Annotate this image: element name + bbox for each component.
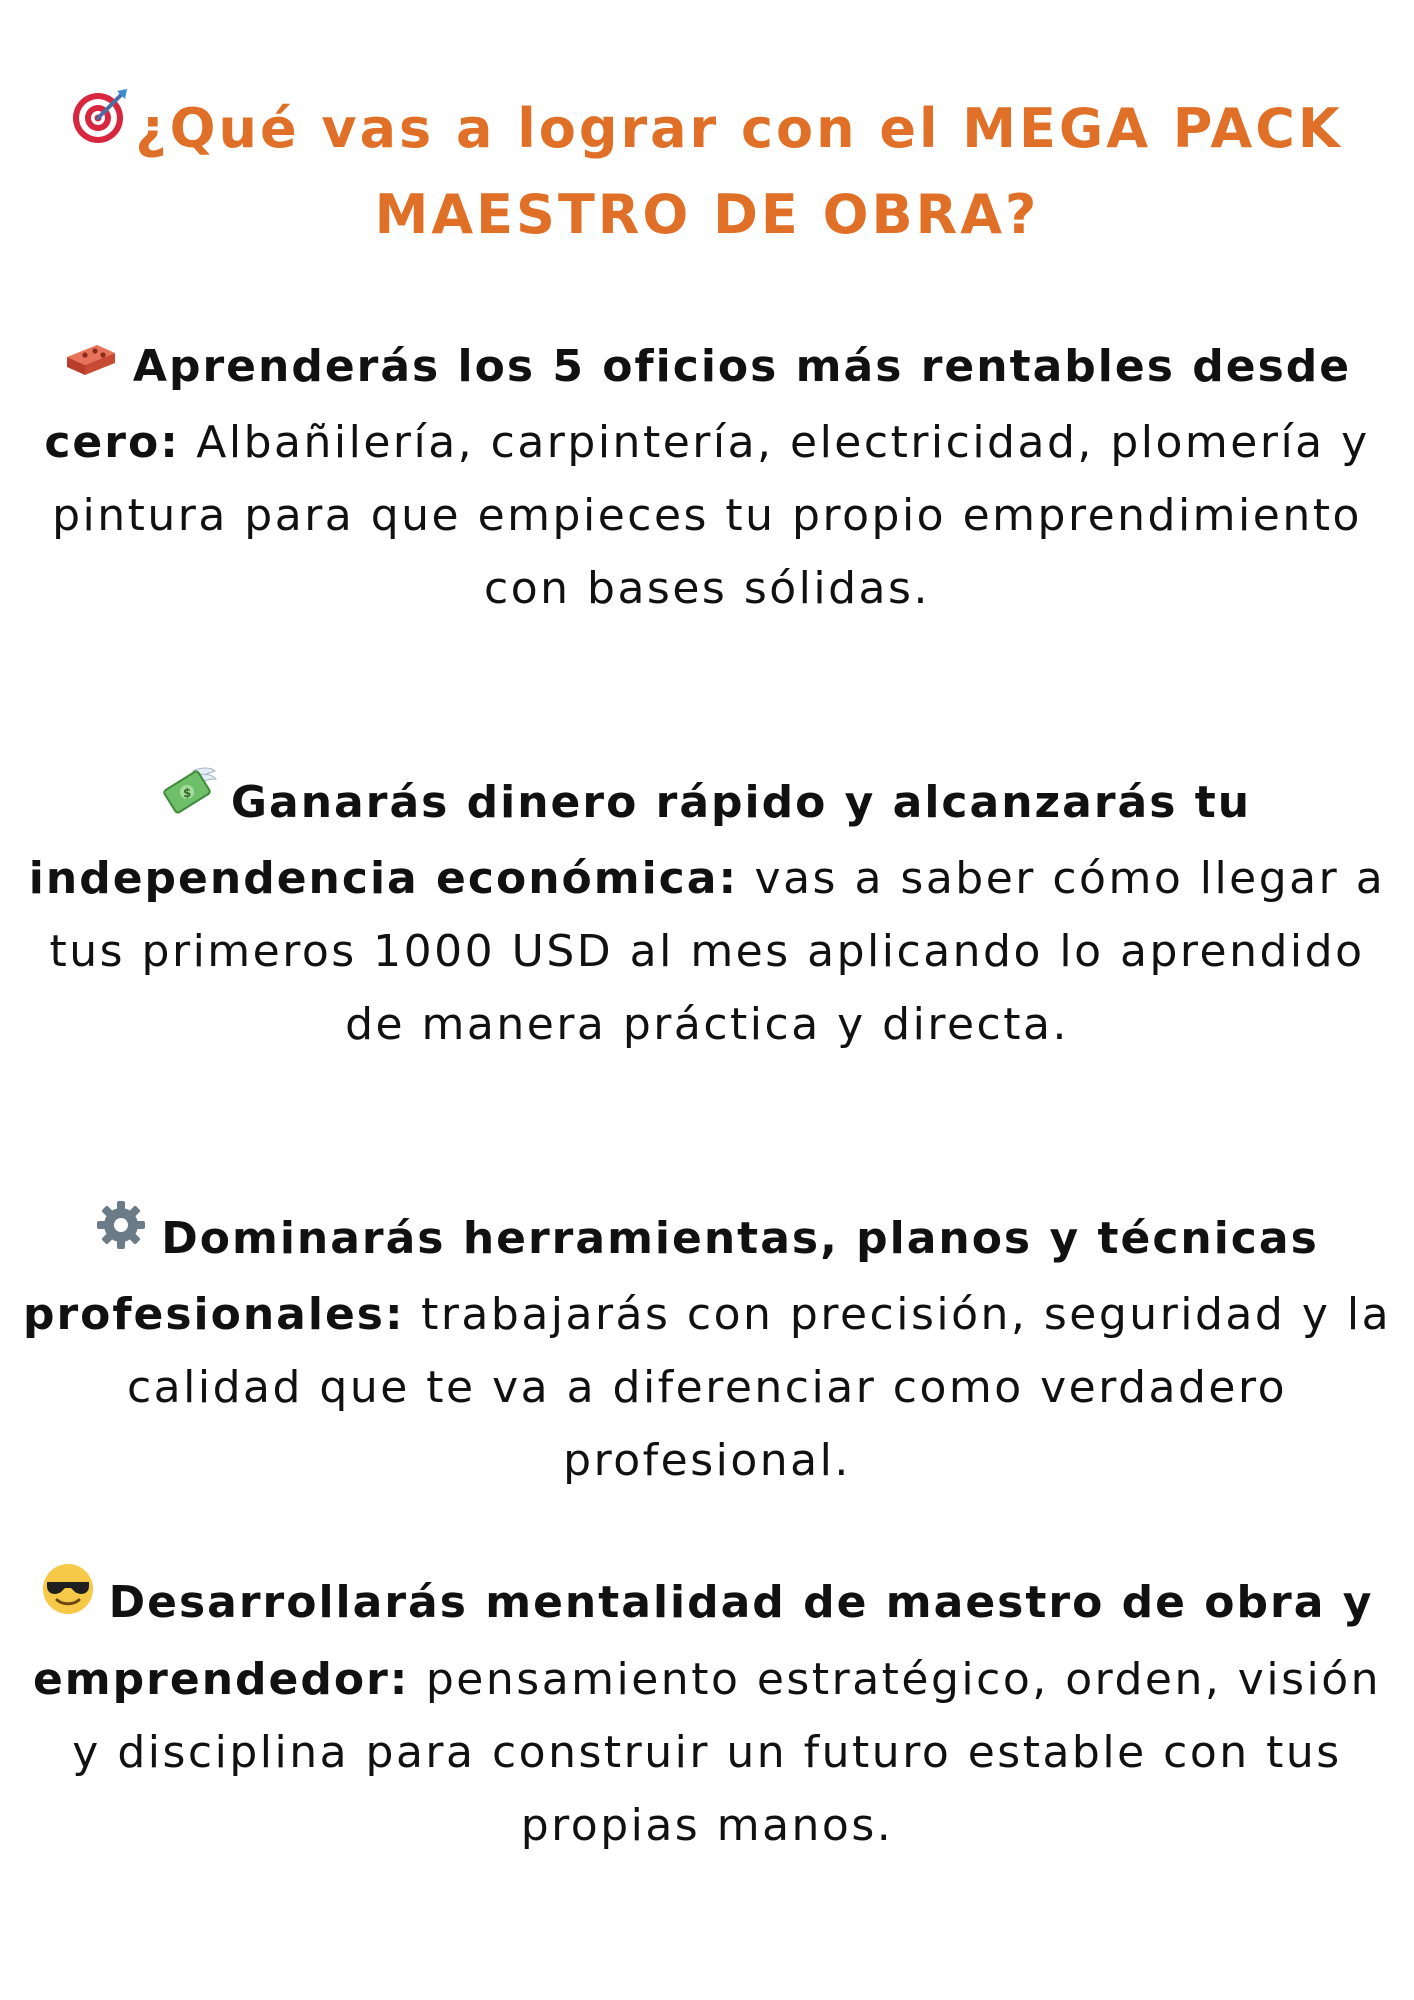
benefit-body: vas a saber cómo llegar a tus primeros 1000 USD al mes aplicando lo aprendido de manera práctica y directa.	[49, 852, 1386, 1050]
title-text: ¿Qué vas a lograr con el MEGA PACK MAESTRO DE OBRA?	[135, 97, 1343, 246]
benefit-lead: Aprenderás los 5 oficios más rentables desde cero:	[44, 341, 1352, 468]
benefit-trades	[20, 330, 1394, 625]
benefit-lead: Dominarás herramientas, planos y técnicas profesionales:	[22, 1213, 1319, 1340]
money-with-wings-icon	[163, 764, 217, 837]
benefit-body: pensamiento estratégico, orden, visión y disciplina para construir un futuro estable con tus propias manos.	[72, 1654, 1382, 1851]
sunglasses-face-icon	[41, 1562, 95, 1638]
svg-text:$: $	[182, 785, 194, 800]
benefit-body: Albañilería, carpintería, electricidad, plomería y pintura para que empieces tu propio emprendimiento con bases sólidas.	[52, 416, 1370, 614]
target-dart-icon	[71, 86, 129, 168]
benefit-mindset	[20, 1566, 1394, 1862]
benefit-lead: Desarrollarás mentalidad de maestro de obra y emprendedor:	[32, 1577, 1374, 1705]
benefit-body: trabajarás con precisión, seguridad y la calidad que te va a diferenciar como verdadero profesional.	[126, 1289, 1392, 1486]
benefit-income	[20, 766, 1394, 1061]
page-title	[40, 88, 1374, 255]
gear-icon	[95, 1199, 147, 1273]
benefit-lead: Ganarás dinero rápido y alcanzarás tu independencia económica:	[28, 777, 1252, 904]
benefit-tools	[20, 1202, 1394, 1497]
brick-icon	[63, 328, 119, 401]
